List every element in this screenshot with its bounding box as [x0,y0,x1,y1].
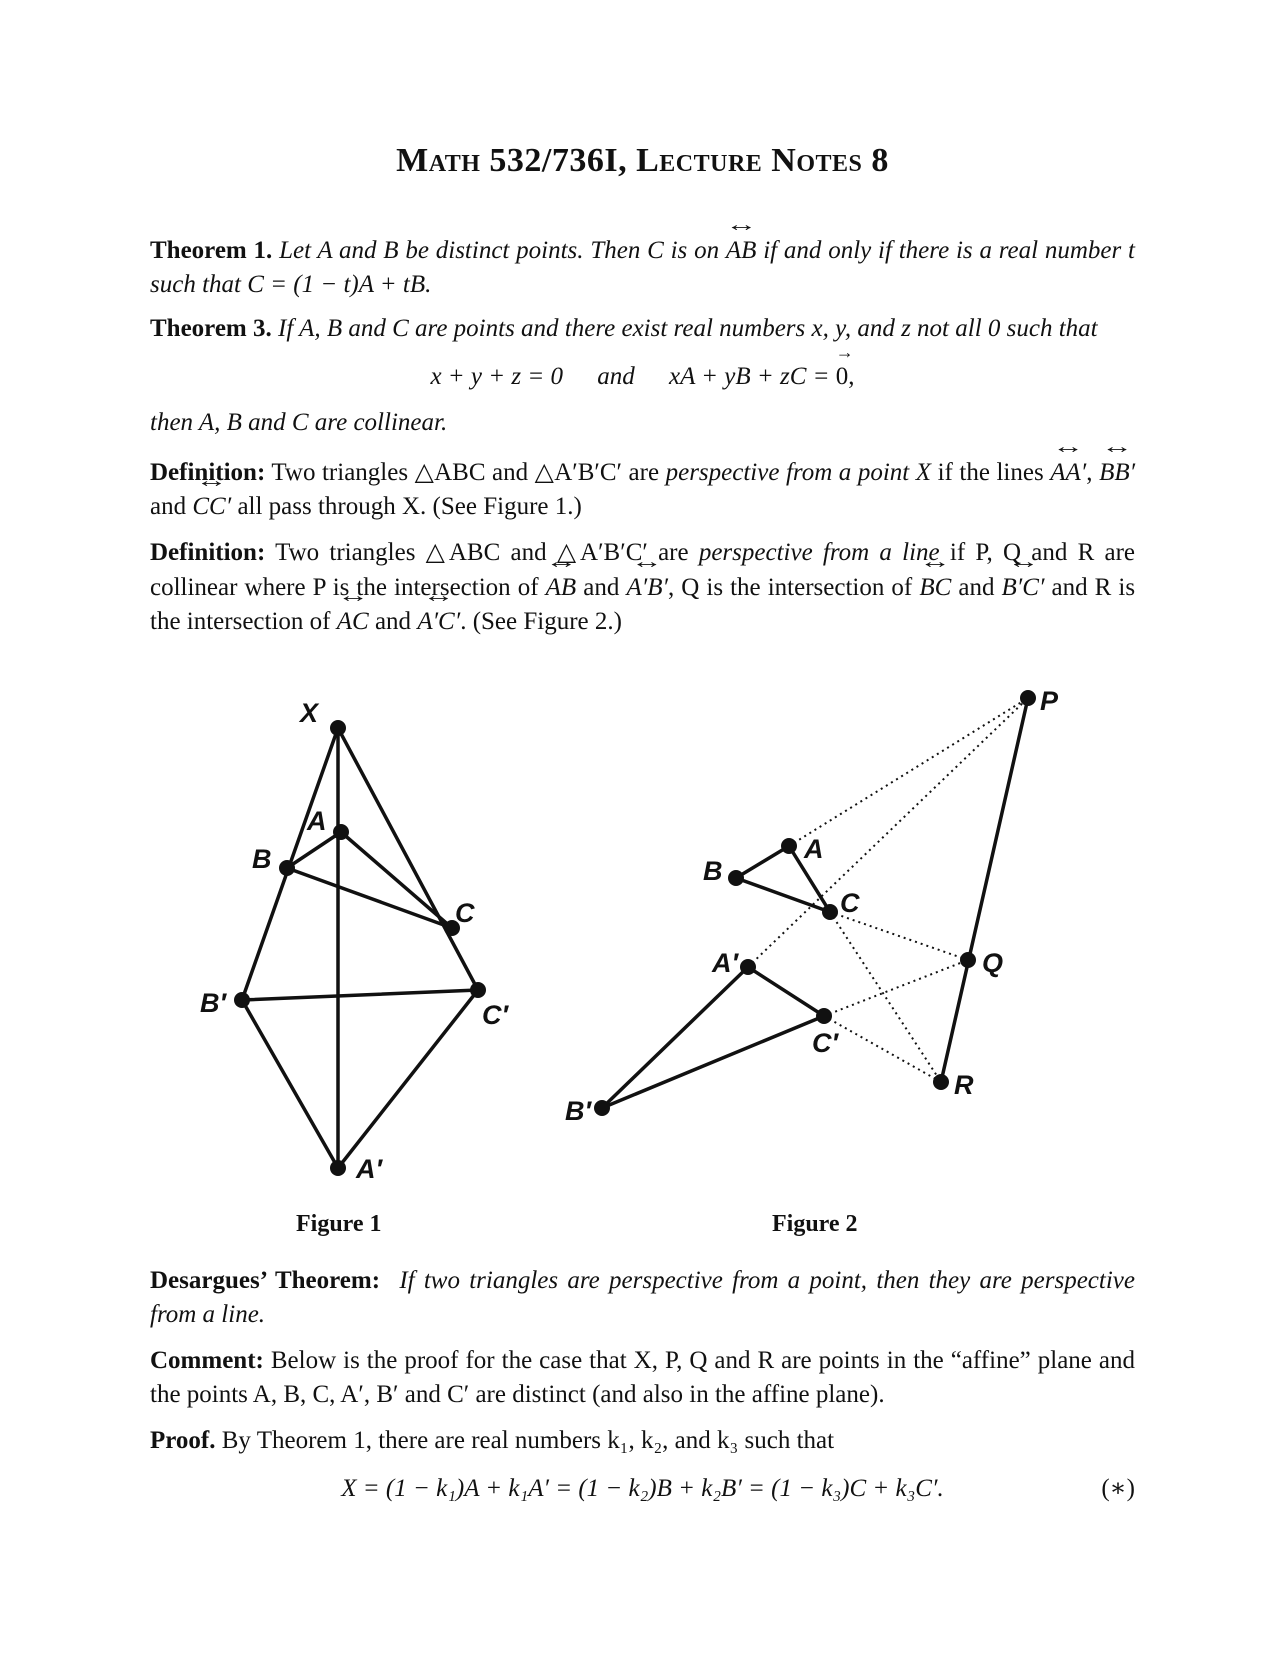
comment [150,1344,1135,1412]
definition-2-line-apcp: ↔ A′C′ [417,605,460,640]
definition-2-text-c: , Q is the intersection of [667,573,913,601]
proof-equation-tag: (∗) [1101,1475,1135,1502]
figure-1 [242,728,478,1168]
definition-2-line-bc: ↔ BC [919,571,951,606]
fig2-edge-apcp [748,967,824,1016]
theorem-3-conclusion [150,406,1135,440]
definition-2-line-bpcp: ↔ B′C′ [1002,571,1045,606]
fig2-label-q: Q [982,948,1004,978]
theorem-1-line-ab: ↔ AB [726,234,757,268]
fig1-point-x [330,720,346,736]
definition-perspective-line [150,536,1135,640]
fig2-point-q [960,952,976,968]
fig2-point-c [822,904,838,920]
comment-label: Comment: [150,1347,264,1374]
proof [150,1424,1135,1458]
figure-1-points [234,720,486,1176]
definition-2-emph: perspective from a line [698,539,940,566]
fig2-label-c: C [840,888,860,918]
desargues-label: Desargues’ Theorem: [150,1267,381,1294]
fig2-line-pqr [941,698,1028,1082]
proof-text: By Theorem 1, there are real numbers k₁, k₂, and k₃ such that [221,1427,835,1454]
fig1-edge-ac [341,832,452,928]
fig1-label-c: C [455,898,475,928]
fig2-dotted-apbp-p [748,698,1028,967]
fig2-edge-ab [736,846,789,878]
fig1-edge-bpap [242,1000,338,1168]
fig2-point-b [728,870,744,886]
desargues-theorem [150,1264,1135,1332]
fig2-dotted-ab-p [789,698,1028,846]
theorem-1-label: Theorem 1. [150,237,273,264]
definition-2-and-3: and [374,608,412,635]
definition-2-and-1: and [583,573,620,601]
figure-2-caption: Figure 2 [772,1211,858,1237]
fig2-point-a [781,838,797,854]
definition-2-and-2: and [958,573,995,601]
fig2-label-ap: A′ [712,948,738,978]
fig2-label-a: A [804,834,824,864]
fig1-label-a: A [307,806,327,836]
definition-1-line-cc: ↔ CC′ [192,490,231,524]
definition-1-and: and [150,493,187,520]
page-title-text: Math 532/736I, Lecture Notes 8 [396,142,889,179]
theorem-3-and: and [597,363,635,390]
definition-2-label: Definition: [150,539,266,566]
definition-1-emph: perspective from a point X [665,459,932,486]
fig1-point-cp [470,982,486,998]
fig2-dotted-apcp-r [824,1016,941,1082]
definition-2-text-d: and R is the intersection of [150,573,1136,635]
definition-2-line-ac: ↔ AC [337,605,369,640]
theorem-1-text-a: Let A and B be distinct points. Then C is on [279,237,720,264]
figure-1-labels [200,698,509,1184]
fig2-dotted-ac-r [830,912,941,1082]
fig2-point-p [1020,690,1036,706]
fig2-label-bp: B′ [565,1096,591,1126]
definition-1-text-b: if the lines [937,459,1044,486]
figure-1-caption: Figure 1 [296,1211,382,1237]
definition-2-line-ab: ↔ AB [546,571,577,606]
fig1-point-a [333,824,349,840]
fig1-edge-cpap [338,990,478,1168]
definition-2-text-a: Two triangles △ABC and △A′B′C′ are [275,539,689,566]
theorem-3-label: Theorem 3. [150,315,272,342]
fig2-point-r [933,1074,949,1090]
fig2-edge-bpcp [602,1016,824,1108]
definition-2-text-e: . (See Figure 2.) [460,608,622,635]
fig2-edge-bc [736,878,830,912]
theorem-3 [150,312,1135,346]
fig2-label-cp: C′ [812,1028,838,1058]
proof-equation-row [150,1472,1135,1506]
theorem-3-text: If A, B and C are points and there exist real numbers x, y, and z not all 0 such that [278,315,1098,342]
definition-1-text-c: all pass through X. (See Figure 1.) [237,493,582,520]
fig2-dotted-bpcp-q [824,960,968,1016]
proof-label: Proof. [150,1427,216,1454]
fig1-label-cp: C′ [482,1000,508,1030]
definition-1-label: Definition: [150,459,266,486]
definition-2-text-b: if P, Q and R are collinear where P is the intersection of [150,539,1136,601]
fig1-label-ap: A′ [356,1154,382,1184]
definition-1-text-a: Two triangles △ABC and △A′B′C′ are [271,459,660,486]
theorem-3-text-end: then A, B and C are collinear. [150,409,448,436]
fig1-point-bp [234,992,250,1008]
fig2-label-b: B [703,856,723,886]
fig1-label-b: B [252,844,272,874]
fig2-point-ap [740,959,756,975]
fig1-line-x-c [338,728,478,990]
theorem-3-equation: x + y + z = 0 and xA + yB + zC = → 0, [150,360,1135,394]
fig2-point-bp [594,1100,610,1116]
figures [0,680,1280,1200]
fig2-edge-apbp [602,967,748,1108]
fig2-label-r: R [954,1070,974,1100]
fig1-label-bp: B′ [200,988,226,1018]
fig1-point-ap [330,1160,346,1176]
theorem-1-text-b: if and only if there is a real number t such that C = (1 − t)A + tB. [150,237,1135,298]
theorem-1 [150,234,1135,302]
definition-1-line-bb: ↔ BB′ [1099,456,1135,490]
page-title [150,138,1135,184]
fig1-edge-bpcp [242,990,478,1000]
fig2-dotted-bc-q [830,912,968,960]
theorem-3-zero-vector: → 0 [836,360,849,394]
comment-text: Below is the proof for the case that X, P, Q and R are points in the “affine” plane and the points A, B, C, A′, B′ and C′ are distinct (and also in the affine plane). [150,1347,1135,1408]
theorem-3-eq2: xA + yB + zC = [669,363,830,390]
definition-perspective-point: Definition: Two triangles △ABC and △A′B′C′ are perspective from a point X if the lines ↔ AA′, ↔ BB′ and ↔ CC′ all pass through X. (See Figure 1.) [150,456,1135,524]
fig2-label-p: P [1040,686,1059,716]
definition-1-line-aa: ↔ AA′ [1050,456,1086,490]
fig1-label-x: X [300,698,319,728]
fig2-point-cp [816,1008,832,1024]
definition-2-line-apbp: ↔ A′B′ [626,571,667,606]
proof-equation: X = (1 − k₁)A + k₁A′ = (1 − k₂)B + k₂B′ = (1 − k₃)C + k₃C′. [341,1475,944,1502]
theorem-3-eq1: x + y + z = 0 [430,363,563,390]
desargues-text: If two triangles are perspective from a point, then they are perspective from a line. [150,1267,1135,1328]
fig1-point-b [279,860,295,876]
